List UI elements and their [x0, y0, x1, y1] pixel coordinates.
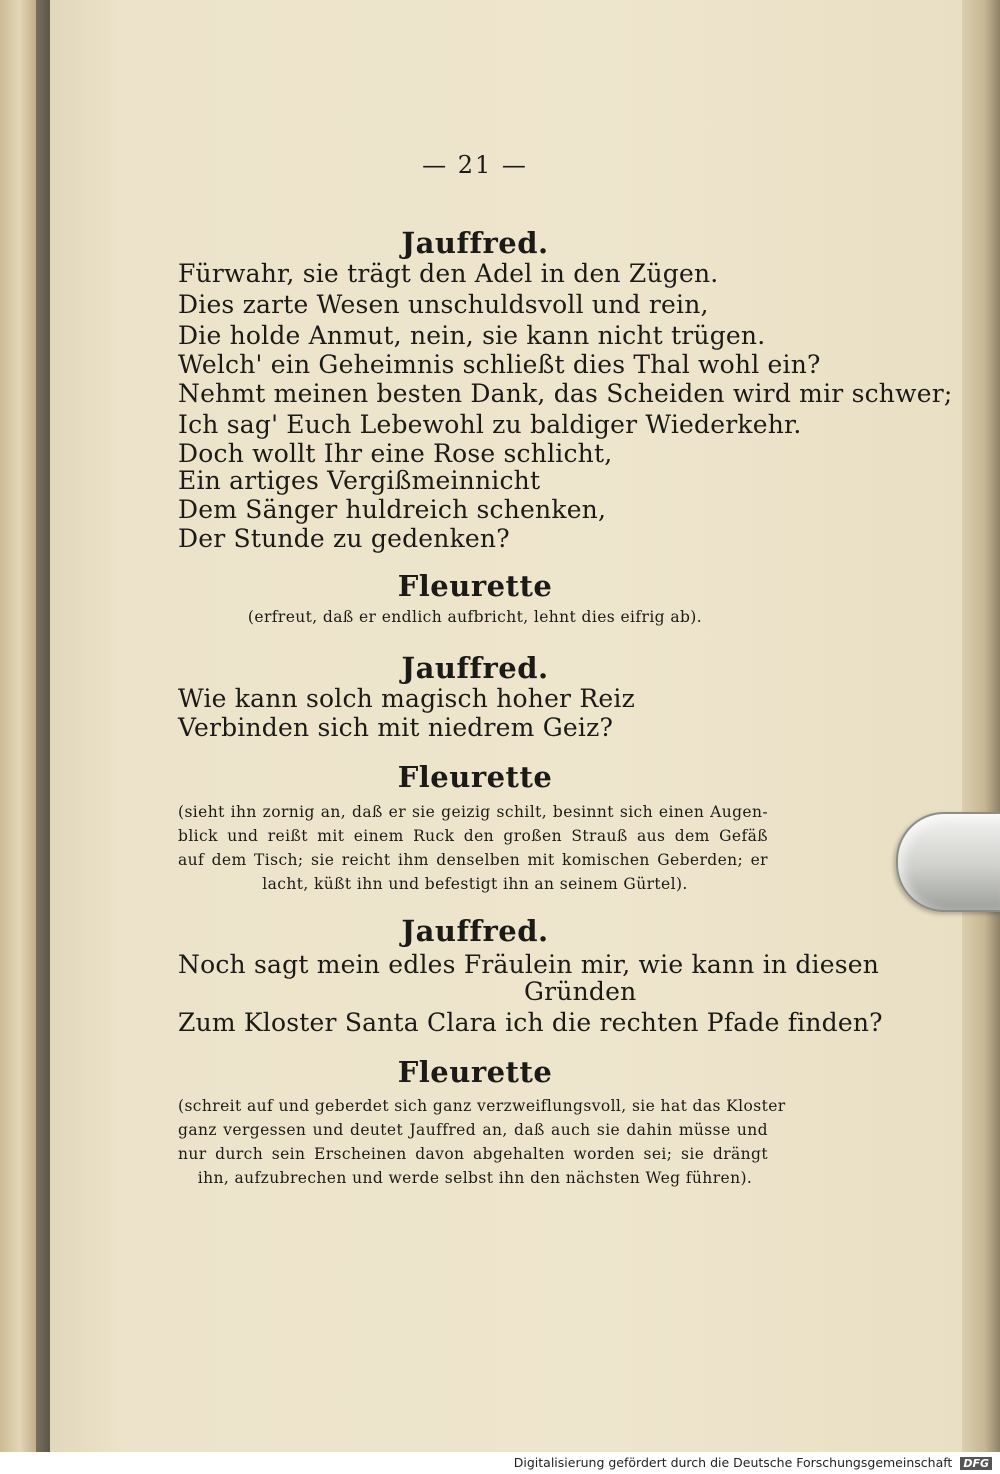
verse-line: Dem Sänger huldreich schenken, — [178, 495, 607, 524]
verse-line: Ein artiges Vergißmeinnicht — [178, 466, 541, 495]
speaker-heading: Fleurette — [397, 569, 553, 603]
funding-note: Digitalisierung gefördert durch die Deutsche Forschungsgemeinschaft — [513, 1455, 953, 1470]
stage-direction: ganz vergessen und deutet Jauffred an, daß auch sie dahin müsse und — [178, 1121, 768, 1139]
stage-direction: (schreit auf und geberdet sich ganz verzweiflungsvoll, sie hat das Kloster — [178, 1097, 786, 1115]
stage-direction: ihn, aufzubrechen und werde selbst ihn den nächsten Weg führen). — [197, 1169, 753, 1187]
stage-direction: nur durch sein Erscheinen davon abgehalten worden sei; sie drängt — [178, 1145, 768, 1163]
verse-line: Welch' ein Geheimnis schließt dies Thal wohl ein? — [178, 350, 821, 379]
stage-direction: (sieht ihn zornig an, daß er sie geizig schilt, besinnt sich einen Augen- — [178, 803, 768, 821]
verse-line: Verbinden sich mit niedrem Geiz? — [178, 713, 614, 742]
page-number: — 21 — — [422, 151, 528, 179]
verse-line: Noch sagt mein edles Fräulein mir, wie kann in diesen — [178, 950, 880, 979]
speaker-heading: Jauffred. — [401, 914, 549, 948]
speaker-heading: Jauffred. — [401, 651, 549, 685]
verse-line: Der Stunde zu gedenken? — [178, 524, 510, 553]
stage-direction: blick und reißt mit einem Ruck den großen Strauß aus dem Gefäß — [178, 827, 768, 845]
verse-line: Zum Kloster Santa Clara ich die rechten Pfade finden? — [178, 1008, 883, 1037]
verse-line: Gründen — [524, 977, 637, 1006]
verse-line: Die holde Anmut, nein, sie kann nicht trügen. — [178, 321, 766, 350]
dfg-logo: DFG — [960, 1457, 992, 1470]
verse-line: Doch wollt Ihr eine Rose schlicht, — [178, 439, 613, 468]
speaker-heading: Fleurette — [397, 1055, 553, 1089]
stage-direction: lacht, küßt ihn und befestigt ihn an seinem Gürtel). — [262, 875, 688, 893]
stage-direction: (erfreut, daß er endlich aufbricht, lehnt dies eifrig ab). — [247, 608, 703, 626]
verse-line: Fürwahr, sie trägt den Adel in den Zügen. — [178, 259, 719, 288]
verse-line: Dies zarte Wesen unschuldsvoll und rein, — [178, 290, 709, 319]
speaker-heading: Fleurette — [397, 760, 553, 794]
verse-line: Wie kann solch magisch hoher Reiz — [178, 684, 635, 713]
verse-line: Nehmt meinen besten Dank, das Scheiden wird mir schwer; — [178, 379, 953, 408]
verse-line: Ich sag' Euch Lebewohl zu baldiger Wiederkehr. — [178, 410, 802, 439]
stage-direction: auf dem Tisch; sie reicht ihm denselben mit komischen Geberden; er — [178, 851, 768, 869]
digitization-footer — [0, 1452, 1000, 1474]
speaker-heading: Jauffred. — [401, 226, 549, 260]
